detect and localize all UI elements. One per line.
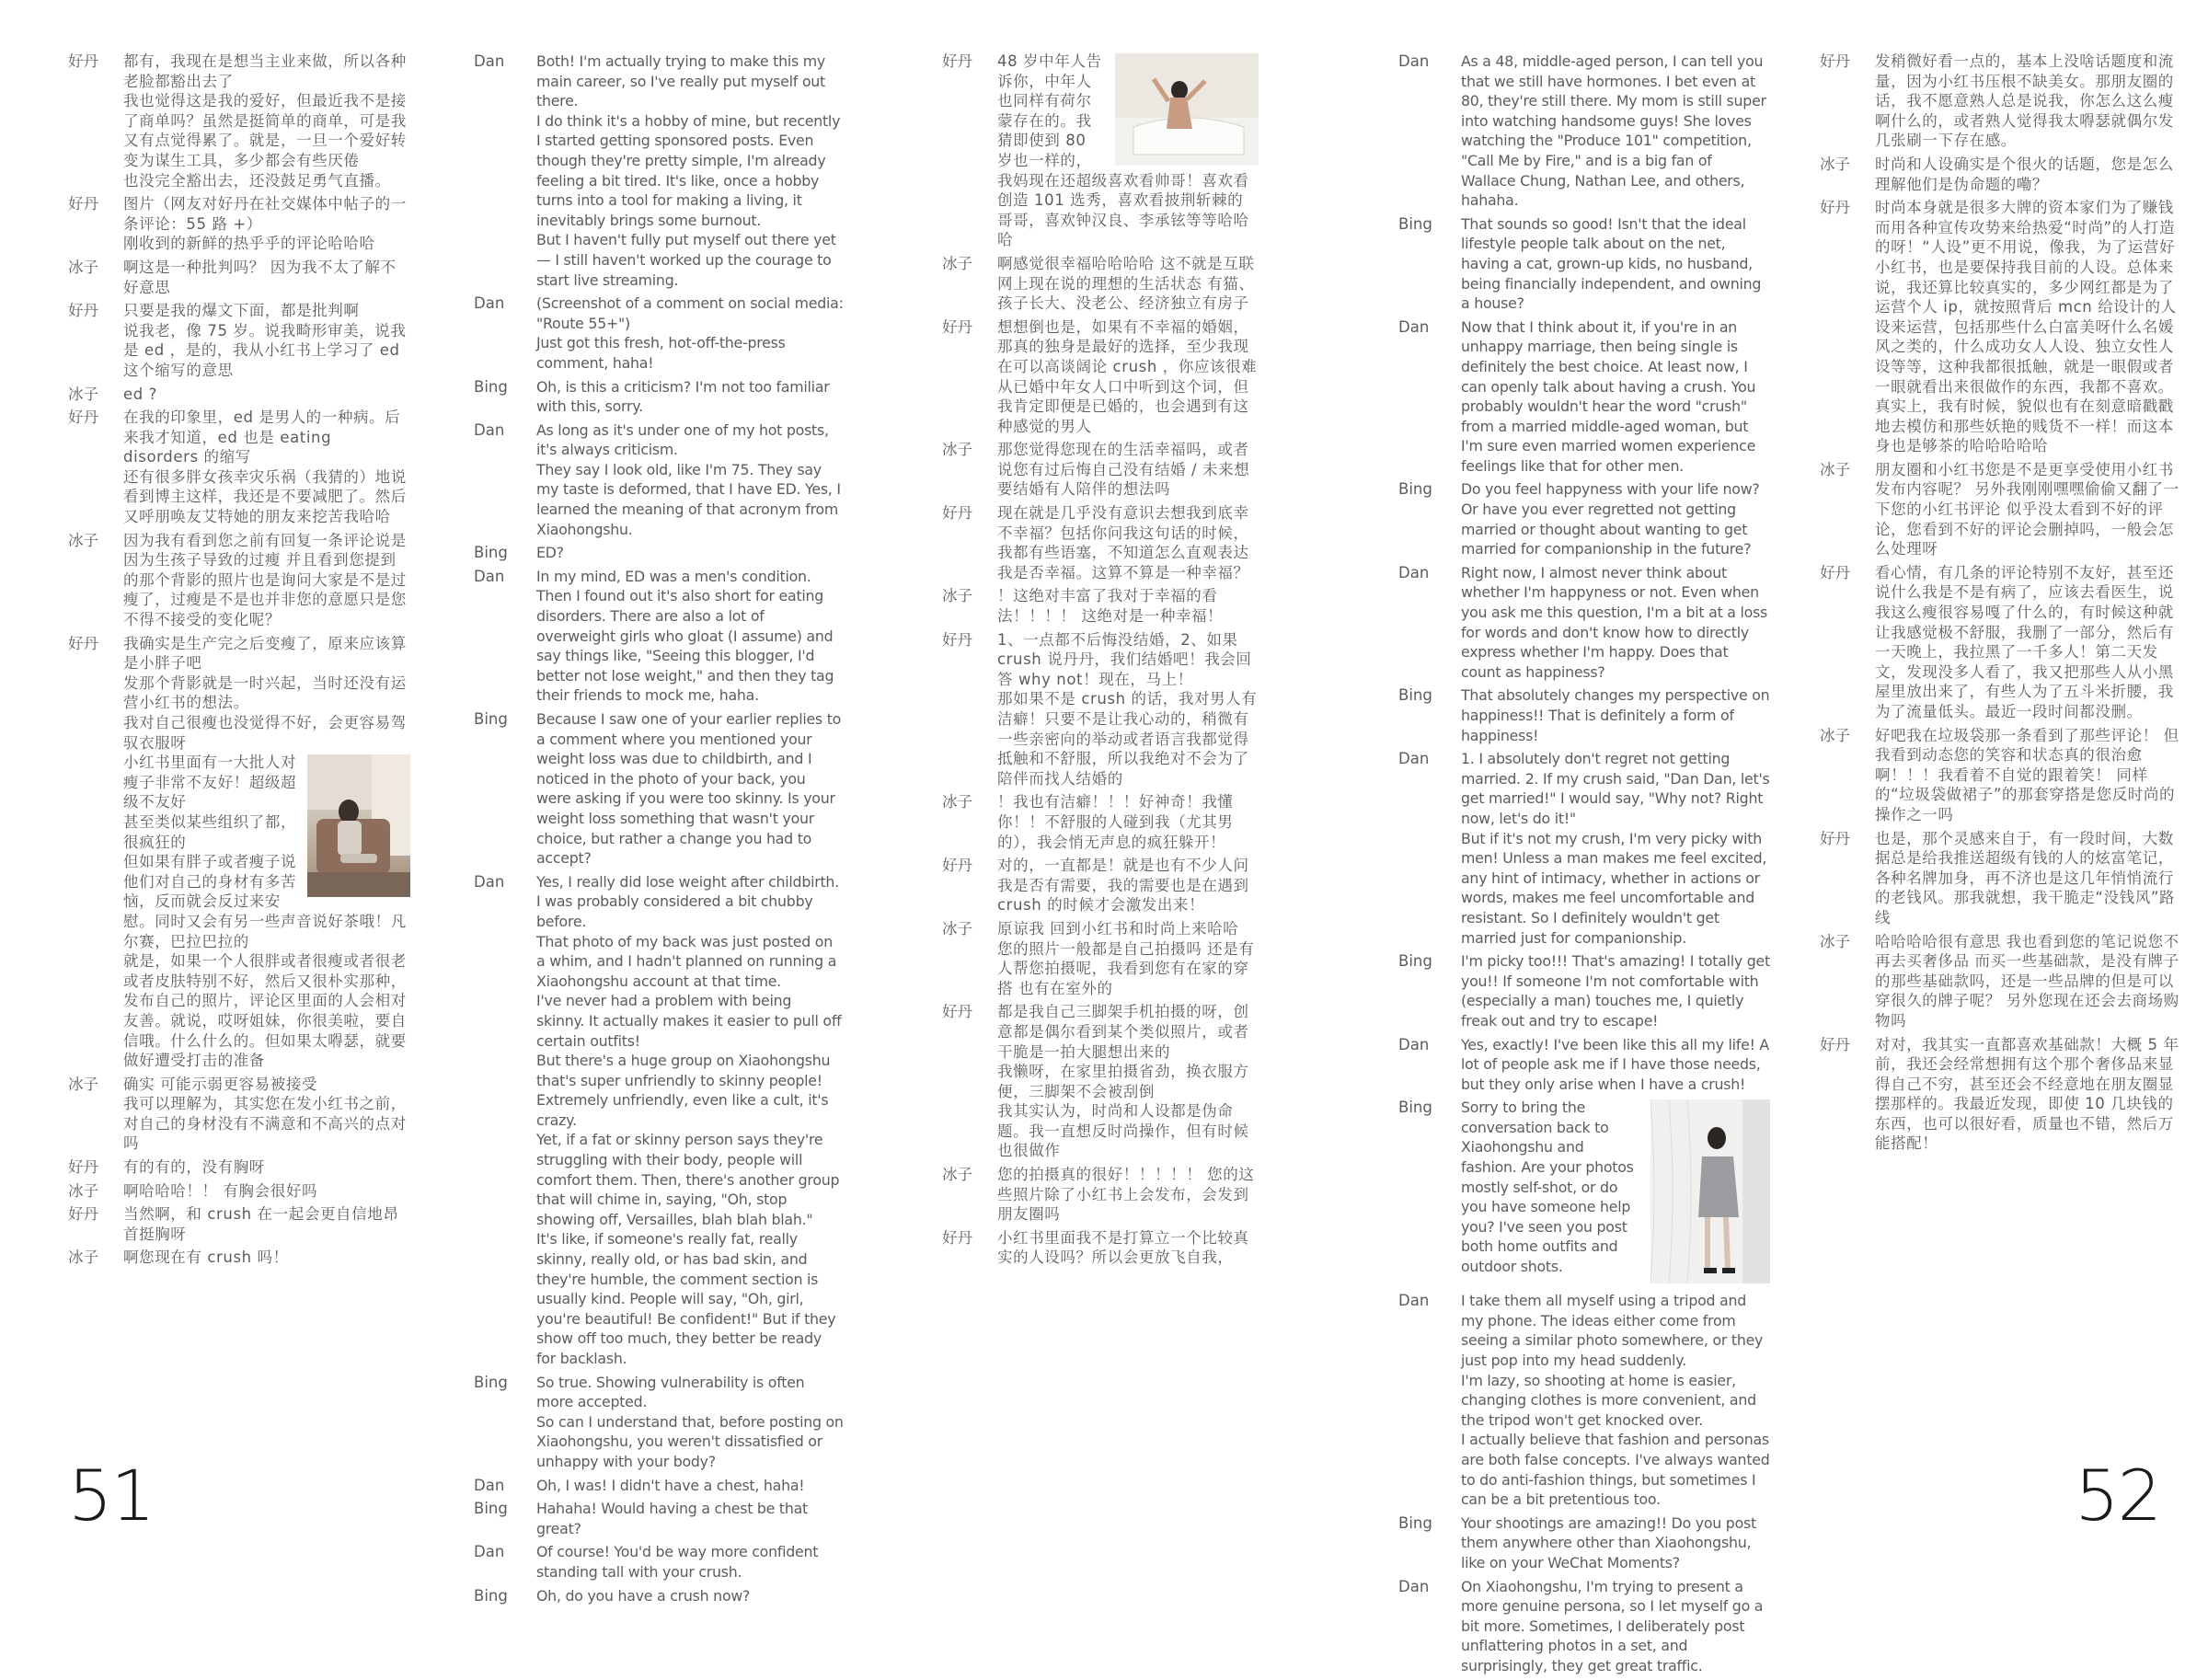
dialogue-block	[1820, 726, 2180, 825]
dialogue-block	[68, 1204, 410, 1244]
dialogue-block	[1398, 951, 1770, 1030]
dialogue-block	[474, 872, 844, 1369]
paragraph: 哈哈哈哈很有意思 我也看到您的笔记说您不再去买奢侈品 而买一些基础款，是没有牌子的那些基础款吗，还是一些品牌的但是可以穿很久的牌子呢？ 另外您现在还会去商场购物吗	[1875, 932, 2179, 1030]
paragraph: 发稍微好看一点的，基本上没啥话题度和流量，因为小红书压根不缺美女。那朋友圈的话，我不愿意熟人总是说我，你怎么这么瘦啊什么的，或者熟人觉得我太嘚瑟就偶尔发几张刷一下存在感。	[1875, 52, 2174, 150]
paragraph: 对对，我其实一直都喜欢基础款！大概 5 年前，我还会经常想拥有这个那个奢侈品来显得自己不穷，甚至还会不经意地在朋友圈显摆那样的。我最近发现，即使 10 几块钱的东西，也可以很好看，质量也不错，然后万能搭配！	[1875, 1035, 2179, 1153]
speaker-name: 冰子	[1820, 726, 1850, 744]
paragraph: They say I look old, like I'm 75. They say my taste is deformed, that I have ED. Yes, I learned the meaning of that acronym from Xiaohongshu.	[536, 460, 841, 538]
speaker-name: Bing	[474, 1373, 508, 1391]
dialogue-block	[474, 1542, 844, 1582]
speaker-name: Bing	[474, 377, 508, 396]
dialogue-block	[1398, 317, 1770, 477]
speaker-name: Dan	[474, 1476, 505, 1494]
paragraph: I'm picky too!!! That's amazing! I totally get you!! If someone I'm not comfortable with (especially a man) touches me, I quietly freak out and try to escape!	[1461, 952, 1770, 1030]
paragraph: 您的拍摄真的很好！！！！！ 您的这些照片除了小红书上会发布，会发到朋友圈吗	[997, 1166, 1255, 1224]
dialogue-block	[1820, 563, 2180, 722]
dialogue-block	[68, 1181, 410, 1202]
dialogue-text	[1461, 1035, 1770, 1095]
dialogue-text	[536, 1373, 844, 1472]
speaker-name: 冰子	[942, 793, 972, 811]
paragraph: Oh, do you have a crush now?	[536, 1586, 751, 1605]
paragraph: 都有，我现在是想当主业来做，所以各种老脸都豁出去了	[123, 52, 407, 90]
dialogue-block	[1398, 214, 1770, 314]
dialogue-block	[1820, 460, 2180, 559]
paragraph: 那如果不是 crush 的话，我对男人有洁癖！只要不是让我心动的，稍微有一些亲密向的举动或者语言我都觉得抵触和不舒服，所以我绝对不会为了陪伴而找人结婚的	[997, 690, 1258, 788]
dialogue-block	[68, 258, 410, 297]
speaker-name: 冰子	[942, 1166, 972, 1184]
dialogue-text	[123, 408, 410, 527]
dialogue-text	[1461, 685, 1770, 745]
dialogue-block	[1398, 1577, 1770, 1676]
paragraph: So true. Showing vulnerability is often more accepted.	[536, 1373, 805, 1411]
dialogue-block	[68, 52, 410, 190]
dialogue-text	[1461, 1098, 1770, 1287]
paragraph: ed ?	[123, 385, 158, 403]
speaker-name: Bing	[474, 1586, 508, 1605]
dialogue-text	[536, 293, 844, 373]
dialogue-text	[536, 872, 844, 1369]
column-2-english	[474, 52, 844, 1609]
page-51	[0, 52, 1258, 1605]
dialogue-text	[536, 377, 844, 417]
dialogue-block	[474, 420, 844, 540]
paragraph: 也没完全豁出去，还没鼓足勇气直播。	[123, 171, 391, 190]
dialogue-block	[1820, 198, 2180, 456]
paragraph: 因为我有看到您之前有回复一条评论说是因为生孩子导致的过瘦 并且看到您提到的那个背影的照片也是询问大家是不是过瘦了，过瘦是不是也并非您的意愿只是您不得不接受的变化呢？	[123, 531, 407, 629]
paragraph: But I haven't fully put myself out there yet— I still haven't worked up the courage to start live streaming.	[536, 231, 836, 289]
speaker-name: 好丹	[68, 52, 98, 70]
dialogue-block	[68, 1248, 410, 1268]
paragraph: 对的，一直都是！就是也有不少人问我是否有需要，我的需要也是在遇到 crush 的时候才会激发出来！	[997, 857, 1249, 915]
paragraph: 我对自己很瘦也没觉得不好，会更容易驾驭衣服呀	[123, 714, 407, 752]
dialogue-text	[1461, 749, 1770, 948]
speaker-name: 冰子	[68, 1248, 98, 1267]
dialogue-block	[474, 1373, 844, 1472]
dialogue-block	[474, 1586, 844, 1606]
speaker-name: Dan	[474, 567, 505, 585]
paragraph: 那您觉得您现在的生活幸福吗，或者说您有过后悔自己没有结婚 / 未来想要结婚有人陪伴的想法吗	[997, 441, 1250, 499]
dialogue-block	[68, 408, 410, 527]
speaker-name: Bing	[474, 544, 508, 562]
speaker-name: Dan	[1398, 563, 1430, 581]
dialogue-block	[1398, 1513, 1770, 1573]
dialogue-text	[1875, 460, 2180, 559]
dialogue-block	[1820, 1035, 2180, 1155]
paragraph: 啊这是一种批判吗？ 因为我不太了解不好意思	[123, 258, 397, 296]
dialogue-text	[536, 1542, 844, 1582]
dialogue-block	[1398, 1098, 1770, 1287]
dialogue-block	[474, 1499, 844, 1538]
speaker-name: 好丹	[68, 302, 98, 320]
paragraph: Hahaha! Would having a chest be that great?	[536, 1500, 809, 1537]
paragraph: Both! I'm actually trying to make this my main career, so I've really put myself out there.	[536, 52, 825, 110]
paragraph: 甚至类似某些组织了都，很疯狂的	[123, 812, 297, 851]
paragraph: I take them all myself using a tripod and my phone. The ideas either come from seeing a similar photo somewhere, or they just pop into my head suddenly.	[1461, 1292, 1764, 1370]
dialogue-text	[536, 709, 844, 869]
dialogue-text	[123, 1248, 410, 1268]
dialogue-block	[68, 1157, 410, 1178]
paragraph: Sorry to bring the conversation back to Xiaohongshu and fashion. Are your photos mostly self-shot, or do you have someone help you? I've seen you post both home outfits and outdoor shots.	[1461, 1099, 1634, 1276]
speaker-name: 好丹	[68, 1158, 98, 1177]
dialogue-block	[1820, 52, 2180, 151]
dialogue-text	[536, 1476, 844, 1496]
speaker-name: 好丹	[942, 317, 972, 336]
speaker-name: 冰子	[68, 1181, 98, 1200]
dialogue-text	[123, 1075, 410, 1154]
paragraph: 我也觉得这是我的爱好，但最近我不是接了商单吗？虽然是挺简单的商单，可是我又有点觉得累了。就是，一旦一个爱好转变为谋生工具，多少都会有些厌倦	[123, 92, 407, 169]
dialogue-block	[1820, 155, 2180, 194]
paragraph: 48 岁中年人告诉你，中年人也同样有荷尔蒙存在的。我猜即使到 80 岁也一样的，我妈现在还超级喜欢看帅哥！喜欢看创造 101 选秀，喜欢看披荆斩棘的哥哥，喜欢钟汉良、李承铉等等哈哈哈	[997, 52, 1249, 249]
paragraph: Of course! You'd be way more confident standing tall with your crush.	[536, 1543, 819, 1581]
speaker-name: Dan	[474, 1543, 505, 1561]
dialogue-text	[1875, 726, 2180, 825]
paragraph: As long as it's under one of my hot posts, it's always criticism.	[536, 420, 829, 459]
speaker-name: 冰子	[1820, 460, 1850, 478]
speaker-name: 冰子	[1820, 155, 1850, 173]
speaker-name: Dan	[474, 294, 505, 313]
speaker-name: 冰子	[942, 919, 972, 938]
dialogue-text	[1461, 479, 1770, 558]
paragraph: It's like, if someone's really fat, really skinny, really old, or has bad skin, and they're humble, the comment section is usually kind. People will say, "Oh, girl, you're beautiful! Be confident!" But if they show off too much, they better be ready for backlash.	[536, 1230, 836, 1367]
paragraph: I've never had a problem with being skinny. It actually makes it easier to pull off certain outfits!	[536, 992, 842, 1050]
dialogue-text	[1461, 951, 1770, 1030]
column-4-english	[1398, 52, 1770, 1680]
speaker-name: 好丹	[68, 195, 98, 213]
speaker-name: 冰子	[942, 441, 972, 459]
dialogue-block	[68, 634, 410, 1071]
speaker-name: 好丹	[942, 857, 972, 875]
paragraph: Oh, is this a criticism? I'm not too familiar with this, sorry.	[536, 377, 830, 416]
paragraph: 我懒呀，在家里拍摄省劲，换衣服方便，三脚架不会被刮倒	[997, 1063, 1249, 1100]
page-number-right: 52	[2075, 1455, 2160, 1536]
speaker-name: 冰子	[68, 1075, 98, 1093]
speaker-name: 好丹	[1820, 199, 1850, 217]
paragraph: 小红书里面我不是打算立一个比较真实的人设吗？所以会更放飞自我，	[997, 1228, 1249, 1267]
dialogue-text	[1461, 1577, 1770, 1676]
paragraph: 想想倒也是，如果有不幸福的婚姻，那真的独身是最好的选择，至少我现在可以高谈阔论 crush ，你应该很难从已婚中年女人口中听到这个词，但我肯定即便是已婚的，也会遇到有这种感觉的男人	[997, 317, 1258, 435]
speaker-name: 好丹	[942, 630, 972, 649]
paragraph: 现在就是几乎没有意识去想我到底幸不幸福？包括你问我这句话的时候，我都有些语塞，不知道怎么直观表达我是否幸福。这算不算是一种幸福？	[997, 504, 1249, 581]
dialogue-text	[1875, 563, 2180, 722]
paragraph: Yet, if a fat or skinny person says they're struggling with their body, people will comfort them. Then, there's another group that will chime in, saying, "Oh, stop showing off, Versailles, blah blah blah."	[536, 1131, 840, 1228]
paragraph: ！这绝对丰富了我对于幸福的看法！！！！ 这绝对是一种幸福！	[997, 587, 1224, 626]
dialogue-block	[474, 377, 844, 417]
dialogue-block	[474, 567, 844, 706]
speaker-name: Bing	[1398, 480, 1432, 499]
paragraph: 原谅我 回到小红书和时尚上来哈哈 您的照片一般都是自己拍摄吗 还是有人帮您拍摄呢，我看到您有在家的穿搭 也有在室外的	[997, 919, 1255, 997]
paragraph: Oh, I was! I didn't have a chest, haha!	[536, 1476, 805, 1494]
speaker-name: Dan	[1398, 1035, 1430, 1053]
paragraph: I do think it's a hobby of mine, but recently I started getting sponsored posts. Even though they're pretty simple, I'm already feeling a bit tired. It's like, once a hobby turns into a tool for making a living, it inevitably brings some burnout.	[536, 111, 841, 229]
speaker-name: Dan	[1398, 1577, 1430, 1595]
speaker-name: 好丹	[942, 1003, 972, 1021]
paragraph: I'm lazy, so shooting at home is easier, changing clothes is more convenient, and the tripod won't get knocked over.	[1461, 1371, 1756, 1429]
paragraph: 说我老，像 75 岁。说我畸形审美，说我是 ed ，是的，我从小红书上学习了 ed 这个缩写的意思	[123, 321, 407, 379]
sofa-photo	[307, 754, 410, 897]
paragraph: Because I saw one of your earlier replies to a comment where you mentioned your weight loss was due to childbirth, and I noticed in the photo of your back, you were asking if you were too skinny. Is your weight loss something that wasn't your choice, but rather a change you had to accept?	[536, 710, 842, 868]
speaker-name: Bing	[474, 710, 508, 728]
paragraph: That photo of my back was just posted on a whim, and I hadn't planned on running a Xiaohongshu account at that time.	[536, 932, 837, 990]
paragraph: 就是，如果一个人很胖或者很瘦或者很老或者皮肤特别不好，然后又很朴实那种，发布自己的照片，评论区里面的人会相对友善。就说，哎呀姐妹，你很美啦，要自信哦。什么什么的。但如果太嘚瑟，就要做好遭受打击的准备	[123, 952, 407, 1070]
paragraph: Now that I think about it, if you're in an unhappy marriage, then being single is definitely the best choice. At least now, I can openly talk about having a crush. You probably wouldn't hear the word "crush" from a married middle-aged woman, but I'm sure even married women experience feelings like that for other men.	[1461, 317, 1756, 475]
dialogue-text	[536, 567, 844, 706]
paragraph: In my mind, ED was a men's condition. Then I found out it's also short for eating disorders. There are also a lot of overweight girls who gloat (I assume) and say things like, "Seeing this blogger, I'd better not lose weight," and then they tag their friends to mock me, haha.	[536, 567, 834, 705]
dialogue-block	[1398, 749, 1770, 948]
speaker-name: Bing	[1398, 952, 1432, 971]
dialogue-text	[123, 52, 410, 190]
dialogue-text	[123, 1204, 410, 1244]
paragraph: 我可以理解为，其实您在发小红书之前，对自己的身材没有不满意和不高兴的点对吗	[123, 1095, 407, 1153]
paragraph: 但如果有胖子或者瘦子说他们对自己的身材有多苦恼，反而就会反过来安慰。同时又会有另一些声音说好茶哦！凡尔赛，巴拉巴拉的	[123, 853, 407, 950]
paragraph: But if it's not my crush, I'm very picky with men! Unless a man makes me feel excited, any hint of intimacy, whether in actions or words, makes me feel uncomfortable and resistant. So I definitely wouldn't get married just for companionship.	[1461, 829, 1767, 947]
paragraph: 图片（网友对好丹在社交媒体中帖子的一条评论：55 路 +）	[123, 195, 407, 233]
speaker-name: Bing	[1398, 1513, 1432, 1532]
dialogue-block	[68, 194, 410, 254]
paragraph: 看心情，有几条的评论特别不友好，甚至还说什么我是不是有病了，应该去看医生，说我这么瘦很容易嘎了什么的，有时候这种就让我感觉极不舒服，我删了一部分，然后有一天晚上，我拉黑了一千多人！第二天发文，发现没多人看了，我又把那些人从小黑屋里放出来了，有些人为了五斗米折腰，我为了流量低头。最近一段时间都没删。	[1875, 563, 2174, 720]
page-number-left: 51	[68, 1455, 154, 1536]
dialogue-block	[474, 1476, 844, 1496]
dialogue-block	[68, 1075, 410, 1154]
paragraph: 啊您现在有 crush 吗！	[123, 1248, 289, 1267]
paragraph: That sounds so good! Isn't that the ideal lifestyle people talk about on the net, having a cat, grown-up kids, no husband, being financially independent, and owning a house?	[1461, 214, 1762, 313]
speaker-name: 冰子	[942, 587, 972, 605]
paragraph: 只要是我的爆文下面，都是批判啊	[123, 302, 360, 320]
paragraph: That absolutely changes my perspective on happiness!! That is definitely a form of happiness!	[1461, 686, 1770, 744]
paragraph: 确实 可能示弱更容易被接受	[123, 1075, 318, 1093]
paragraph: 时尚本身就是很多大牌的资本家们为了赚钱而用各种宣传攻势来给热爱“时尚”的人打造的呀！“人设”更不用说，像我，为了运营好小红书，也是要保持我目前的人设。总体来说，我还算比较真实的，多少网红都是为了运营个人 ip，就按照背后 mcn 给设计的人设来运营，包括那些什么白富美呀什么名媛风之类的，什么成功女人人设、独立女性人设等等，这种我都很抵触，就是一眼假或者一眼就看出来很做作的东西，我都不喜欢。真实上，我有时候，貌似也有在刻意暗戳戳地去模仿和那些妖艳的贱货不一样！而这本身也是够茶的哈哈哈哈哈	[1875, 199, 2177, 455]
speaker-name: 冰子	[68, 385, 98, 403]
dialogue-block	[474, 543, 844, 563]
dialogue-text	[1875, 1035, 2180, 1155]
paragraph: Right now, I almost never think about whether I'm happyness or not. Even when you ask me this question, I'm a bit at a loss for words and don't know how to directly express whether I'm happy. Does that count as happiness?	[1461, 563, 1767, 681]
dialogue-text	[123, 634, 410, 1071]
dialogue-text	[1875, 52, 2180, 151]
dialogue-text	[1461, 52, 1770, 211]
speaker-name: 好丹	[942, 504, 972, 523]
speaker-name: 冰子	[68, 258, 98, 276]
speaker-name: Dan	[1398, 750, 1430, 768]
column-5-chinese	[1820, 52, 2180, 1157]
dialogue-text	[536, 1499, 844, 1538]
paragraph: 1. I absolutely don't regret not getting married. 2. If my crush said, "Dan Dan, let's get married!" I would say, "Why not? Right now, let's do it!"	[1461, 750, 1770, 827]
dialogue-block	[1398, 685, 1770, 745]
dialogue-text	[1875, 155, 2180, 194]
dialogue-text	[1875, 198, 2180, 456]
paragraph: Yes, exactly! I've been like this all my life! A lot of people ask me if I have those needs, but they only arise when I have a crush!	[1461, 1035, 1769, 1093]
paragraph: So can I understand that, before posting on Xiaohongshu, you weren't dissatisfied or unhappy with your body?	[536, 1412, 844, 1470]
paragraph: On Xiaohongshu, I'm trying to present a more genuine persona, so I let myself go a bit more. Sometimes, I deliberately post unflattering photos in a set, and surprisingly, they get great traffic.	[1461, 1577, 1764, 1674]
dialogue-text	[1461, 214, 1770, 314]
speaker-name: 好丹	[68, 1205, 98, 1224]
dialogue-text	[123, 531, 410, 630]
dialogue-text	[1461, 1291, 1770, 1510]
speaker-name: 好丹	[68, 634, 98, 652]
paragraph: 刚收到的新鲜的热乎乎的评论哈哈哈	[123, 235, 375, 253]
paragraph: 有的有的，没有胸呀	[123, 1158, 265, 1177]
paragraph: 我其实认为，时尚和人设都是伪命题。我一直想反时尚操作，但有时候也很做作	[997, 1102, 1249, 1160]
paragraph: 时尚和人设确实是个很火的话题，您是怎么理解他们是伪命题的嘞？	[1875, 155, 2174, 193]
paragraph: 都是我自己三脚架手机拍摄的呀，创意都是偶尔看到某个类似照片，或者干脆是一拍大腿想出来的	[997, 1003, 1249, 1061]
dialogue-text	[1461, 1513, 1770, 1573]
dialogue-block	[68, 531, 410, 630]
dialogue-block	[474, 52, 844, 290]
paragraph: 好吧我在垃圾袋那一条看到了那些评论！ 但我看到动态您的笑容和状态真的很治愈啊！！！我看着不自觉的跟着笑！ 同样的“垃圾袋做裙子”的那套穿搭是您反时尚的操作之一吗	[1875, 726, 2179, 823]
dialogue-block	[1398, 52, 1770, 211]
paragraph: I actually believe that fashion and personas are both false concepts. I've always wanted to do anti-fashion things, but sometimes I can be a bit pretentious too.	[1461, 1431, 1770, 1509]
paragraph: Do you feel happyness with your life now? Or have you ever regretted not getting married or thought about wanting to get married for companionship in the future?	[1461, 480, 1760, 558]
dialogue-text	[123, 1157, 410, 1178]
speaker-name: 好丹	[68, 408, 98, 427]
paragraph: 朋友圈和小红书您是不是更享受使用小红书发布内容呢？ 另外我刚刚嘿嘿偷偷又翻了一下您的小红书评论 似乎没太看到不好的评论，您看到不好的评论会删掉吗，一般会怎么处理呀	[1875, 460, 2179, 558]
dialogue-text	[123, 194, 410, 254]
dialogue-block	[68, 385, 410, 405]
speaker-name: Bing	[1398, 214, 1432, 233]
paragraph: 啊哈哈哈！！ 有胸会很好吗	[123, 1181, 318, 1200]
page-52	[1104, 52, 2208, 1674]
speaker-name: Bing	[1398, 1099, 1432, 1117]
speaker-name: 好丹	[1820, 52, 1850, 70]
paragraph: 1、一点都不后悔没结婚，2、如果 crush 说丹丹，我们结婚吧！我会回答 why not！现在，马上！	[997, 630, 1252, 688]
dialogue-block	[474, 293, 844, 373]
dialogue-text	[536, 1586, 844, 1606]
speaker-name: 冰子	[1820, 932, 1850, 950]
speaker-name: Dan	[1398, 52, 1430, 70]
dialogue-text	[123, 1181, 410, 1202]
dialogue-text	[1461, 563, 1770, 683]
paragraph: 发那个背影就是一时兴起，当时还没有运营小红书的想法。	[123, 673, 407, 712]
dialogue-block	[1820, 932, 2180, 1031]
dialogue-block	[1398, 563, 1770, 683]
paragraph: But there's a huge group on Xiaohongshu that's super unfriendly to skinny people! Extremely unfriendly, even like a cult, it's crazy.	[536, 1052, 831, 1129]
speaker-name: Dan	[1398, 1292, 1430, 1310]
paragraph: 也是，那个灵感来自于，有一段时间，大数据总是给我推送超级有钱的人的炫富笔记，各种名牌加身，再不济也是这几年悄悄流行的老钱风。那我就想，我干脆走“没钱风”路线	[1875, 829, 2176, 926]
speaker-name: 冰子	[68, 531, 98, 549]
paragraph: 还有很多胖女孩幸灾乐祸（我猜的）地说看到博主这样，我还是不要减肥了。然后又呼朋唤友艾特她的朋友来挖苦我哈哈	[123, 467, 407, 526]
paragraph: 当然啊，和 crush 在一起会更自信地昂首挺胸呀	[123, 1205, 399, 1243]
paragraph: 小红书里面有一大批人对瘦子非常不友好！超级超级不友好	[123, 754, 297, 811]
speaker-name: Bing	[1398, 686, 1432, 705]
paragraph: (Screenshot of a comment on social media: "Route 55+")	[536, 294, 844, 332]
paragraph: ！我也有洁癖！！！好神奇！我懂你！！不舒服的人碰到我（尤其男的），我会悄无声息的疯狂躲开！	[997, 793, 1234, 851]
column-1-chinese	[68, 52, 410, 1272]
speaker-name: 好丹	[942, 52, 972, 70]
paragraph: Your shootings are amazing!! Do you post them anywhere other than Xiaohongshu, like on your WeChat Moments?	[1461, 1513, 1756, 1571]
paragraph: 啊感觉很幸福哈哈哈哈 这不就是互联网上现在说的理想的生活状态 有猫、孩子长大、没老公、经济独立有房子	[997, 254, 1255, 313]
speaker-name: Bing	[474, 1500, 508, 1518]
dialogue-block	[1398, 1291, 1770, 1510]
dialogue-text	[1875, 932, 2180, 1031]
paragraph: 在我的印象里，ed 是男人的一种病。后来我才知道，ed 也是 eating disorders 的缩写	[123, 408, 401, 466]
paragraph: 我确实是生产完之后变瘦了，原来应该算是小胖子吧	[123, 634, 407, 673]
speaker-name: Dan	[474, 872, 505, 891]
speaker-name: Dan	[474, 52, 505, 70]
paragraph: As a 48, middle-aged person, I can tell you that we still have hormones. I bet even at 80, they're still there. My mom is still super into watching handsome guys! She loves watching the "Produce 101" competition, "Call Me by Fire," and is a big fan of Wallace Chung, Nathan Lee, and others, hahaha.	[1461, 52, 1766, 210]
dialogue-text	[1461, 317, 1770, 477]
speaker-name: Dan	[1398, 317, 1430, 336]
paragraph: Yes, I really did lose weight after childbirth. I was probably considered a bit chubby before.	[536, 872, 839, 930]
dialogue-text	[536, 543, 844, 563]
dialogue-text	[123, 385, 410, 405]
paragraph: Just got this fresh, hot-off-the-press comment, haha!	[536, 334, 786, 372]
dialogue-block	[1820, 829, 2180, 928]
dialogue-text	[123, 258, 410, 297]
dialogue-block	[1398, 1035, 1770, 1095]
curtain-photo	[1650, 1099, 1770, 1283]
speaker-name: Dan	[474, 420, 505, 439]
speaker-name: 好丹	[1820, 829, 1850, 847]
speaker-name: 好丹	[1820, 1035, 1850, 1053]
dialogue-text	[536, 420, 844, 540]
speaker-name: 好丹	[942, 1228, 972, 1247]
dialogue-text	[1875, 829, 2180, 928]
dialogue-block	[68, 301, 410, 380]
dialogue-block	[474, 709, 844, 869]
paragraph: ED?	[536, 544, 564, 562]
dialogue-text	[123, 301, 410, 380]
speaker-name: 冰子	[942, 254, 972, 272]
speaker-name: 好丹	[1820, 563, 1850, 581]
dialogue-block	[1398, 479, 1770, 558]
dialogue-text	[536, 52, 844, 290]
